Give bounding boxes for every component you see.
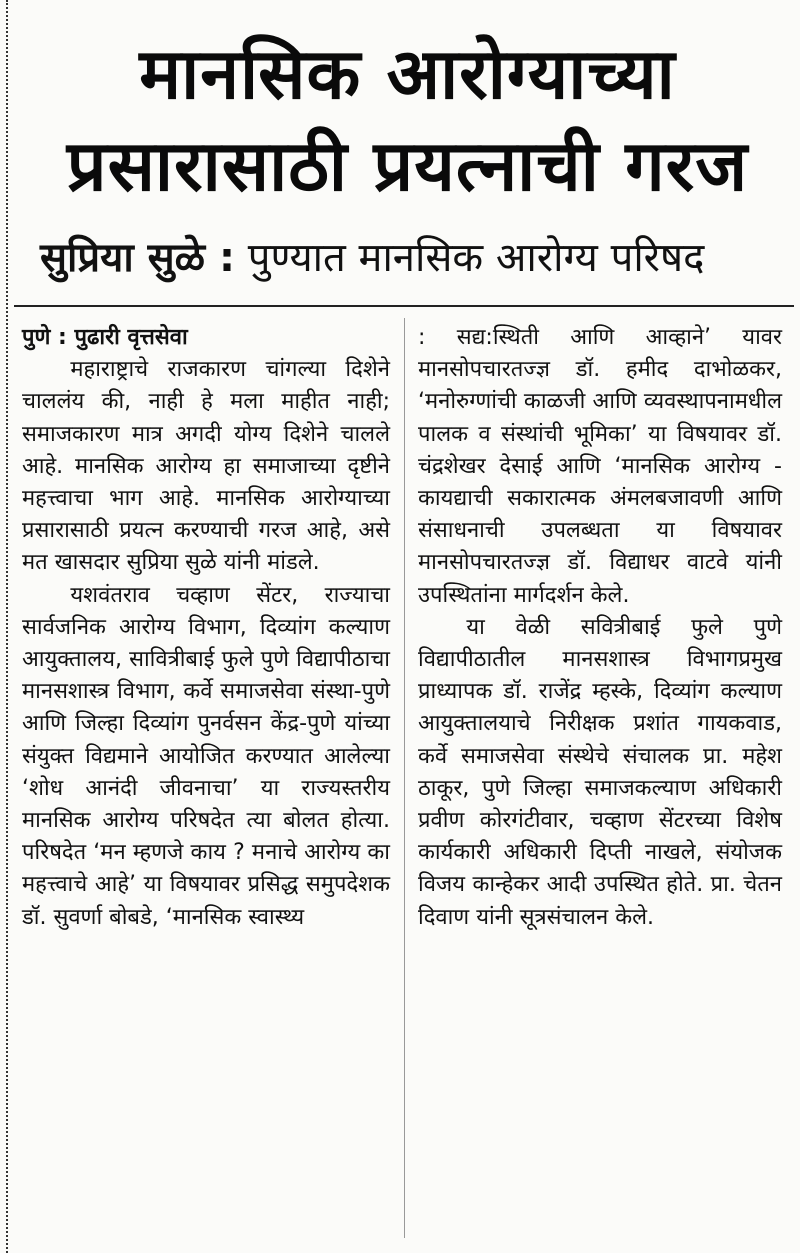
headline-line-2: प्रसारासाठी प्रयत्नाची गरज: [66, 125, 749, 207]
article-column-right: [418, 322, 782, 934]
article-paragraph: महाराष्ट्राचे राजकारण चांगल्या दिशेने चाललंय की, नाही हे मला माहीत नाही; समाजकारण मात्र अगदी योग्य दिशेने चालले आहे. मानसिक आरोग्य हा समाजाच्या दृष्टीने महत्त्वाचा भाग आहे. मानसिक आरोग्याच्या प्रसारासाठी प्रयत्न करण्याची गरज आहे, असे मत खासदार सुप्रिया सुळे यांनी मांडले.: [22, 357, 390, 576]
headline-line-1: मानसिक आरोग्याच्या: [139, 33, 676, 115]
column-separator: [404, 318, 405, 1238]
dateline: पुणे : पुढारी वृत्तसेवा: [22, 325, 188, 350]
subheadline: [40, 228, 780, 288]
header-divider: [14, 305, 794, 307]
article-column-left: [22, 322, 390, 934]
article-paragraph: : सद्य:स्थिती आणि आव्हाने’ यावर मानसोपचारतज्ज्ञ डॉ. हमीद दाभोळकर, ‘मनोरुग्णांची काळजी आणि व्यवस्थापनामधील पालक व संस्थांची भूमिका’ या विषयावर डॉ. चंद्रशेखर देसाई आणि ‘मानसिक आरोग्य - कायद्याची सकारात्मक अंमलबजावणी आणि संसाधनाची उपलब्धता या विषयावर मानसोपचारतज्ज्ञ डॉ. विद्याधर वाटवे यांनी उपस्थितांना मार्गदर्शन केले.: [418, 325, 782, 608]
left-dotted-border: [6, 0, 8, 1253]
subheadline-speaker: सुप्रिया सुळे :: [40, 235, 236, 281]
article-paragraph: यशवंतराव चव्हाण सेंटर, राज्याचा सार्वजनिक आरोग्य विभाग, दिव्यांग कल्याण आयुक्तालय, सावित्रीबाई फुले पुणे विद्यापीठाचा मानसशास्त्र विभाग, कर्वे समाजसेवा संस्था-पुणे आणि जिल्हा दिव्यांग पुनर्वसन केंद्र-पुणे यांच्या संयुक्त विद्यमाने आयोजित करण्यात आलेल्या ‘शोध आनंदी जीवनाचा’ या राज्यस्तरीय मानसिक आरोग्य परिषदेत त्या बोलत होत्या. परिषदेत ‘मन म्हणजे काय ? मनाचे आरोग्य का महत्त्वाचे आहे’ या विषयावर प्रसिद्ध समुपदेशक डॉ. सुवर्णा बोबडे, ‘मानसिक स्वास्थ्य: [22, 582, 390, 930]
subheadline-text: पुण्यात मानसिक आरोग्य परिषद: [247, 235, 705, 281]
article-paragraph: या वेळी सवित्रीबाई फुले पुणे विद्यापीठातील मानसशास्त्र विभागप्रमुख प्राध्यापक डॉ. राजेंद्र म्हस्के, दिव्यांग कल्याण आयुक्तालयाचे निरीक्षक प्रशांत गायकवाड, कर्वे समाजसेवा संस्थेचे संचालक प्रा. महेश ठाकूर, पुणे जिल्हा समाजकल्याण अधिकारी प्रवीण कोरगंटीवार, चव्हाण सेंटरच्या विशेष कार्यकारी अधिकारी दिप्ती नाखले, संयोजक विजय कान्हेकर आदी उपस्थित होते. प्रा. चेतन दिवाण यांनी सूत्रसंचालन केले.: [418, 614, 782, 930]
